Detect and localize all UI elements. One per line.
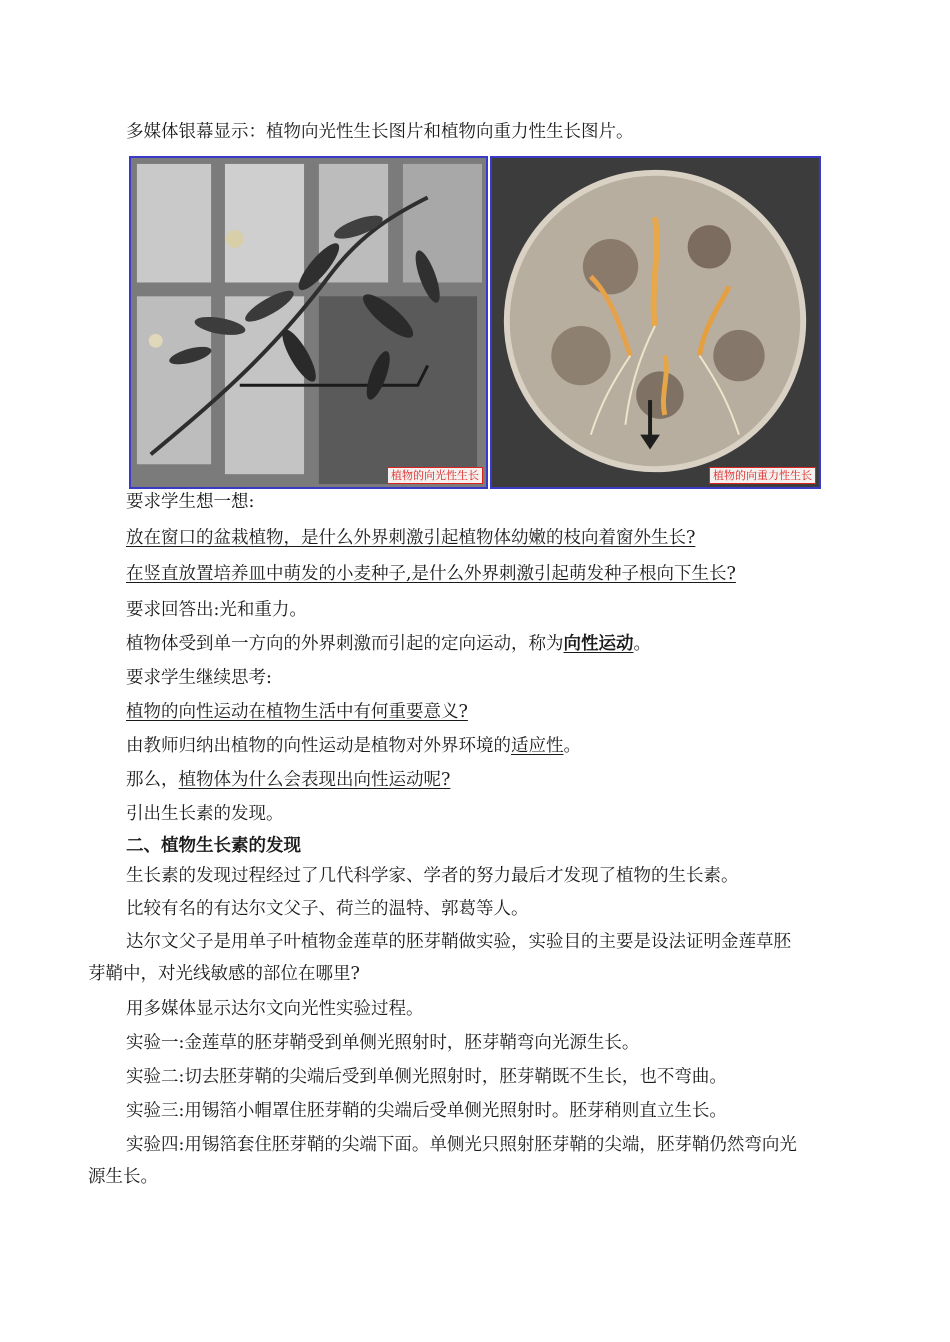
summary-pre: 由教师归纳出植物的向性运动是植物对外界环境的 xyxy=(126,736,511,756)
adaptability-term: 适应性 xyxy=(511,736,564,756)
summary-text xyxy=(126,734,581,758)
experiment-4-line2: 源生长。 xyxy=(88,1167,158,1187)
intro-text: 多媒体银幕显示：植物向光性生长图片和植物向重力性生长图片。 xyxy=(126,122,634,142)
why-pre: 那么， xyxy=(126,770,179,790)
darwin-text-line1: 达尔文父子是用单子叶植物金莲草的胚芽鞘做实验，实验目的主要是设法证明金莲草胚 xyxy=(126,932,791,952)
question-why xyxy=(126,768,450,792)
phototropism-caption: 植物的向光性生长 xyxy=(387,467,483,484)
lead-in-text: 引出生长素的发现。 xyxy=(126,804,284,824)
prompt-continue: 要求学生继续思考: xyxy=(126,668,272,688)
prompt-think: 要求学生想一想: xyxy=(126,492,255,512)
definition-text xyxy=(126,632,651,656)
experiment-4-line1: 实验四:用锡箔套住胚芽鞘的尖端下面。单侧光只照射胚芽鞘的尖端，胚芽鞘仍然弯向光 xyxy=(126,1135,797,1155)
question-window-plant: 放在窗口的盆栽植物，是什么外界刺激引起植物体幼嫩的枝向着窗外生长? xyxy=(126,528,696,548)
why-question: 植物体为什么会表现出向性运动呢? xyxy=(178,770,451,790)
gravitropism-caption: 植物的向重力性生长 xyxy=(709,467,816,484)
tropism-term: 向性运动 xyxy=(563,634,634,654)
definition-pre: 植物体受到单一方向的外界刺激而引起的定向运动，称为 xyxy=(126,634,564,654)
phototropism-image xyxy=(129,156,488,489)
discovery-text: 生长素的发现过程经过了几代科学家、学者的努力最后才发现了植物的生长素。 xyxy=(126,866,739,886)
multimedia-text: 用多媒体显示达尔文向光性实验过程。 xyxy=(126,999,424,1019)
section-heading: 二、植物生长素的发现 xyxy=(126,836,301,856)
question-wheat-seed: 在竖直放置培养皿中萌发的小麦种子,是什么外界刺激引起萌发种子根向下生长? xyxy=(126,564,736,584)
question-significance: 植物的向性运动在植物生活中有何重要意义? xyxy=(126,702,468,722)
answer-text: 要求回答出:光和重力。 xyxy=(126,600,307,620)
summary-post: 。 xyxy=(563,736,581,756)
window-plant-picture xyxy=(131,158,486,487)
petri-dish-picture xyxy=(492,158,819,487)
scientists-text: 比较有名的有达尔文父子、荷兰的温特、郭葛等人。 xyxy=(126,899,529,919)
gravitropism-image xyxy=(490,156,821,489)
experiment-3: 实验三:用锡箔小帽罩住胚芽鞘的尖端后受单侧光照射时。胚芽稍则直立生长。 xyxy=(126,1101,727,1121)
definition-post: 。 xyxy=(633,634,651,654)
darwin-text-line2: 芽鞘中，对光线敏感的部位在哪里? xyxy=(88,964,360,984)
experiment-1: 实验一:金莲草的胚芽鞘受到单侧光照射时，胚芽鞘弯向光源生长。 xyxy=(126,1033,640,1053)
experiment-2: 实验二:切去胚芽鞘的尖端后受到单侧光照射时，胚芽鞘既不生长，也不弯曲。 xyxy=(126,1067,727,1087)
